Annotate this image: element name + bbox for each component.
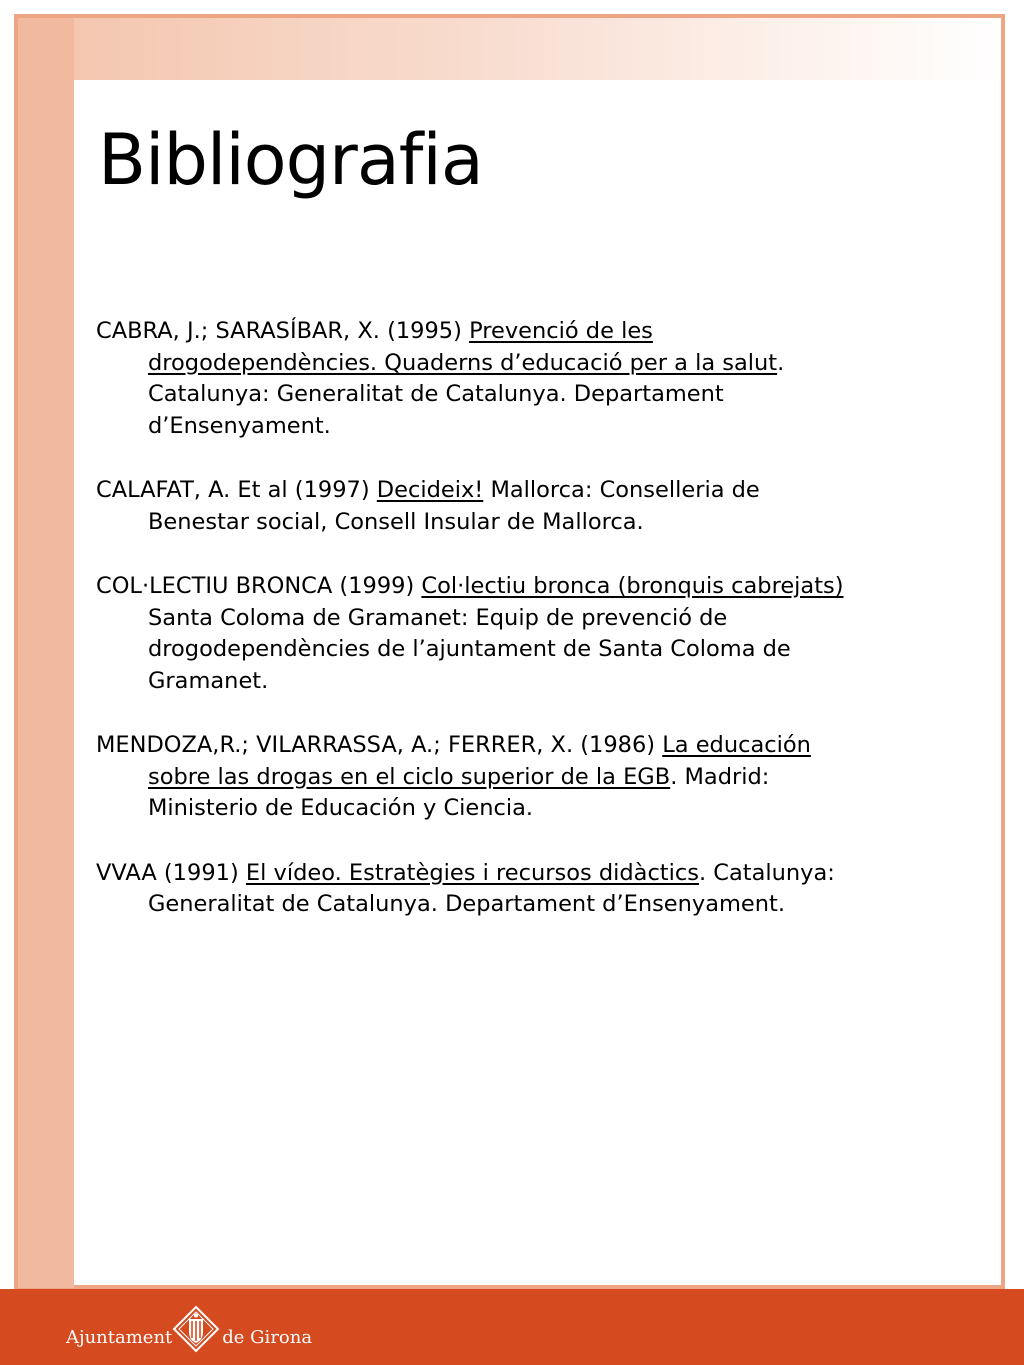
reference-item <box>96 730 866 825</box>
reference-authors: COL·LECTIU BRONCA (1999) <box>96 573 422 599</box>
logo-text-ajuntament: Ajuntament <box>66 1326 173 1348</box>
reference-publisher: . Catalunya: Generalitat de Catalunya. Departament d’Ensenyament. <box>148 859 835 917</box>
reference-item <box>96 571 866 697</box>
girona-coat-of-arms-icon <box>172 1305 220 1353</box>
reference-publisher: . Madrid: Ministerio de Educación y Ciencia. <box>148 763 770 821</box>
reference-item <box>96 475 866 538</box>
reference-item <box>96 858 866 921</box>
reference-authors: CABRA, J.; SARASÍBAR, X. (1995) <box>96 318 470 344</box>
ajuntament-girona-logo <box>66 1300 312 1358</box>
reference-list <box>96 316 866 954</box>
left-accent-band <box>18 18 74 1288</box>
reference-authors: VVAA (1991) <box>96 859 246 886</box>
reference-title: Prevenció de les drogodependències. Quaderns d’educació per a la salut <box>148 318 778 376</box>
top-accent-band <box>74 18 1001 80</box>
reference-publisher: Mallorca: Conselleria de Benestar social, Consell Insular de Mallorca. <box>148 477 760 535</box>
reference-title: La educación sobre las drogas en el ciclo superior de la EGB <box>148 732 811 790</box>
logo-text-de-girona: de Girona <box>222 1326 313 1348</box>
reference-title: Decideix! <box>376 477 484 503</box>
reference-authors: CALAFAT, A. Et al (1997) <box>96 477 377 503</box>
reference-title: El vídeo. Estratègies i recursos didàctics <box>245 859 699 886</box>
reference-publisher: . Catalunya: Generalitat de Catalunya. Departament d’Ensenyament. <box>148 349 785 439</box>
reference-item <box>96 316 866 442</box>
reference-publisher: Santa Coloma de Gramanet: Equip de prevenció de drogodependències de l’ajuntament de Santa Coloma de Gramanet. <box>148 604 791 694</box>
reference-authors: MENDOZA,R.; VILARRASSA, A.; FERRER, X. (1986) <box>96 732 663 758</box>
page-title: Bibliografia <box>98 119 483 201</box>
reference-title: Col·lectiu bronca (bronquis cabrejats) <box>421 573 844 599</box>
